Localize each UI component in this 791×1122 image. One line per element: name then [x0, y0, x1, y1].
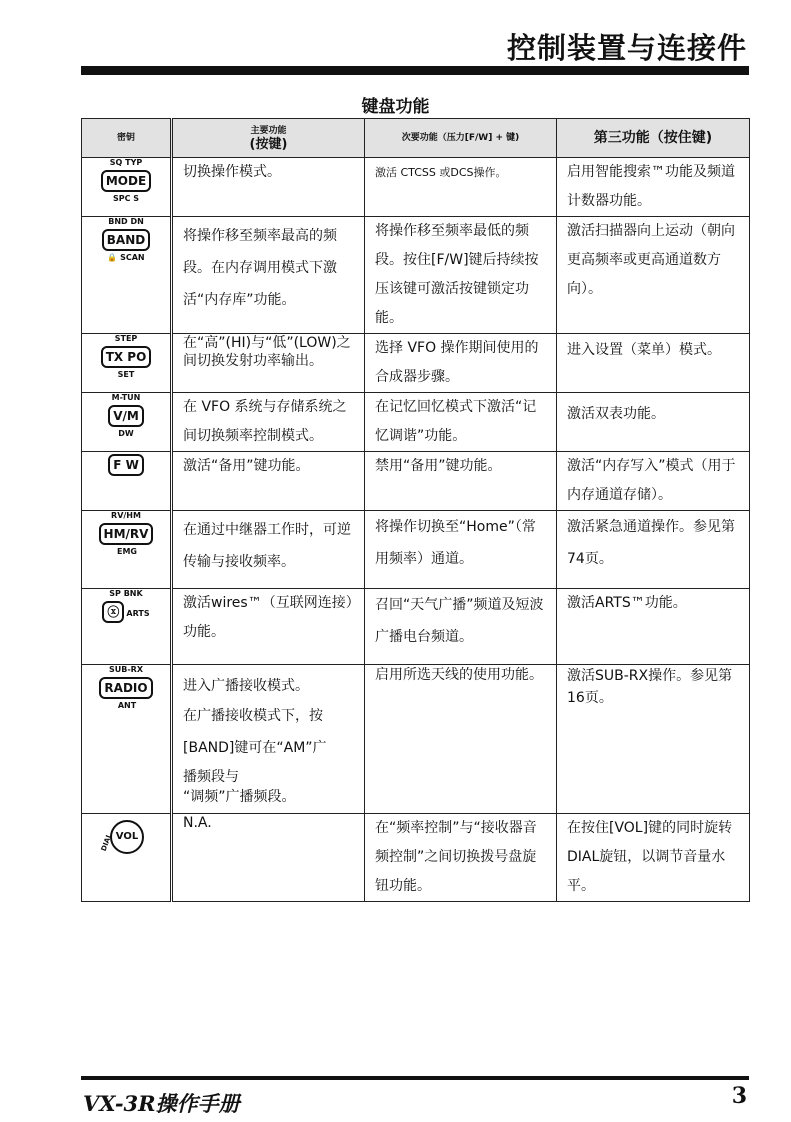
- fw-key-icon: F W: [108, 454, 144, 476]
- manual-title: VX-3R操作手册: [83, 1091, 240, 1116]
- page-number: 3: [731, 1083, 747, 1109]
- key-fw: [82, 452, 172, 511]
- table-row: [82, 814, 750, 902]
- mode-key-icon: MODE: [101, 170, 151, 192]
- primary-cell: 激活wires™（互联网连接）功能。: [172, 589, 365, 665]
- band-key-icon: BAND: [102, 229, 150, 251]
- tertiary-cell: 激活双表功能。: [557, 393, 750, 452]
- tertiary-cell: 激活ARTS™功能。: [557, 589, 750, 665]
- header-tertiary: 第三功能（按住键): [557, 119, 750, 158]
- primary-cell: 在“高”(HI)与“低”(LOW)之间切换发射功率输出。: [172, 334, 365, 393]
- primary-cell: 激活“备用”键功能。: [172, 452, 365, 511]
- secondary-cell: 在记忆回忆模式下激活“记忆调谐”功能。: [365, 393, 557, 452]
- key-band: BND DN BAND 🔒 SCAN: [82, 217, 172, 334]
- key-radio: SUB-RX RADIOANT: [82, 665, 172, 814]
- secondary-cell: 选择 VFO 操作期间使用的合成器步骤。: [365, 334, 557, 393]
- tertiary-cell: 在按住[VOL]键的同时旋转DIAL旋钮，以调节音量水平。: [557, 814, 750, 902]
- tertiary-cell: 激活SUB-RX操作。参见第16页。: [557, 665, 750, 814]
- key-vm: M-TUN V/M DW: [82, 393, 172, 452]
- footer-rule: [81, 1076, 749, 1080]
- key-txpo: STEP TX PO SET: [82, 334, 172, 393]
- tertiary-cell: 激活扫描器向上运动（朝向更高频率或更高通道数方向）。: [557, 217, 750, 334]
- table-row: [82, 589, 750, 665]
- tertiary-cell: 启用智能搜索™功能及频道计数器功能。: [557, 158, 750, 217]
- secondary-cell: 将操作移至频率最低的频段。按住[F/W]键后持续按压该键可激活按键锁定功能。: [365, 217, 557, 334]
- tertiary-cell: 激活紧急通道操作。参见第74页。: [557, 511, 750, 589]
- secondary-cell: 禁用“备用”键功能。: [365, 452, 557, 511]
- vol-knob-icon: VOL: [110, 820, 144, 854]
- primary-cell: N.A.: [172, 814, 365, 902]
- table-row: [82, 665, 750, 814]
- secondary-cell: 在“频率控制”与“接收器音频控制”之间切换拨号盘旋钮功能。: [365, 814, 557, 902]
- header-key: 密钥: [82, 119, 172, 158]
- secondary-cell: 召回“天气广播”频道及短波广播电台频道。: [365, 589, 557, 665]
- header-secondary: 次要功能（压力[F/W] + 键): [365, 119, 557, 158]
- table-title: 键盘功能: [0, 92, 791, 117]
- radio-key-icon: RADIO: [99, 677, 152, 699]
- txpo-key-icon: TX PO: [101, 346, 152, 368]
- table-row: [82, 452, 750, 511]
- table-row: [82, 334, 750, 393]
- secondary-cell: 将操作切换至“Home”（常用频率）通道。: [365, 511, 557, 589]
- vm-key-icon: V/M: [108, 405, 144, 427]
- key-wires: SP BNK ⓧ ARTS: [82, 589, 172, 665]
- header-rule: [81, 66, 749, 75]
- key-vol: DIAL VOL: [82, 814, 172, 902]
- table-row: [82, 217, 750, 334]
- primary-cell: 进入广播接收模式。 在广播接收模式下，按 [BAND]键可在“AM”广 播频段与 “调频”广播频段。: [172, 665, 365, 814]
- header-primary: 主要功能 (按键): [172, 119, 365, 158]
- keypad-function-table: [81, 118, 750, 902]
- tertiary-cell: 激活“内存写入”模式（用于内存通道存储）。: [557, 452, 750, 511]
- secondary-cell: 激活 CTCSS 或DCS操作。: [365, 158, 557, 217]
- tertiary-cell: 进入设置（菜单）模式。: [557, 334, 750, 393]
- table-row: [82, 511, 750, 589]
- key-hmrv: RV/HM HM/RVEMG: [82, 511, 172, 589]
- key-mode: SQ TYP MODE SPC S: [82, 158, 172, 217]
- page-title: 控制装置与连接件: [506, 31, 747, 65]
- primary-cell: 在通过中继器工作时，可逆传输与接收频率。: [172, 511, 365, 589]
- table-row: [82, 158, 750, 217]
- table-row: [82, 393, 750, 452]
- hmrv-key-icon: HM/RV: [99, 523, 154, 545]
- wires-key-icon: ⓧ: [102, 601, 124, 623]
- primary-cell: 在 VFO 系统与存储系统之间切换频率控制模式。: [172, 393, 365, 452]
- secondary-cell: 启用所选天线的使用功能。: [365, 665, 557, 814]
- primary-cell: 切换操作模式。: [172, 158, 365, 217]
- table-header-row: [82, 119, 750, 158]
- primary-cell: 将操作移至频率最高的频段。在内存调用模式下激活“内存库”功能。: [172, 217, 365, 334]
